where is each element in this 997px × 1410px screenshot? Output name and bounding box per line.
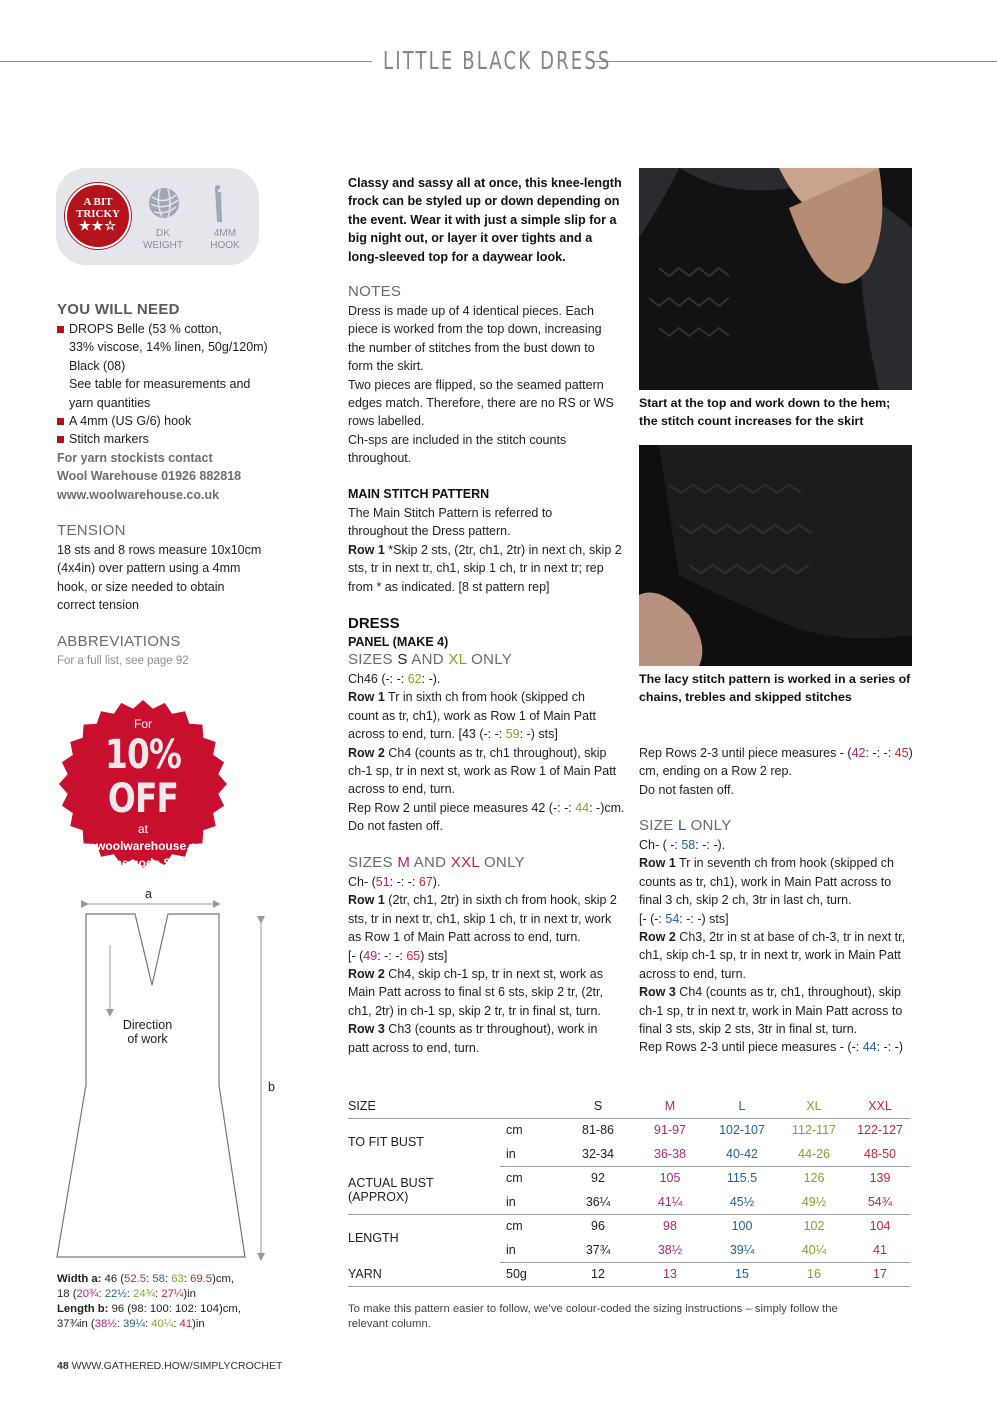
difficulty-badge [65,183,131,249]
notes-text: Dress is made up of 4 identical pieces. Each piece is worked from the top down, increasing the number of stitches from the bust down to form the skirt. Two pieces are flipped, so the seamed pattern edges match. Therefore, there are no RS or WS rows labelled. Ch-sps are included in the stitch counts throughout. [348,304,614,466]
direction-label: Direction of work [122,1018,173,1046]
list-item: DROPS Belle (53 % cotton, [57,320,307,338]
size-l-text: Ch- ( -: 58: -: -). Row 1 Tr in seventh ch from hook (skipped ch counts as tr, ch1), work in Main Patt across to final 3 ch, skip 2 ch, 3tr in last ch, turn. [- (-: 54: -: -) sts] Row 2 Ch3, 2tr in st at base of ch-3, tr in next tr, ch1, skip ch-1 sp, tr in next tr, work in Main Patt across to end, turn. Row 3 Ch4 (counts as tr, ch1, throughout), skip ch-1 sp, tr in next tr, work in Main Patt across to final 3 sts, skip 2 sts, 3tr in final st, turn. Rep Rows 2-3 until piece measures - (-: 44: -: -) [639,838,906,1055]
panel-heading: PANEL (MAKE 4) [348,635,449,649]
offer-discount: 10% OFF [104,732,182,822]
right-col-rep-text: Rep Rows 2-3 until piece measures - (42: -: -: 45) cm, ending on a Row 2 rep. Do not fasten off. [639,746,913,797]
table-note: To make this pattern easier to follow, we’ve colour-coded the sizing instructions – simply follow the relevant column. [348,1303,838,1330]
stockist-link[interactable]: www.woolwarehouse.co.uk [57,487,220,502]
page-footer [57,1360,282,1372]
table-row: YARN 50g 12 13 15 16 17 [348,1262,910,1286]
sizes-m-xxl-heading: SIZES M AND XXL ONLY [348,854,525,871]
table-row: TO FIT BUST cm 81-86 91-97 102-107 112-117 122-127 [348,1123,903,1150]
list-item: A 4mm (US G/6) hook [57,412,307,430]
photo-caption-2: The lacy stitch pattern is worked in a series of chains, trebles and skipped stitches [639,672,911,705]
sizes-m-xxl-text: Ch- (51: -: -: 67). Row 1 (2tr, ch1, 2tr) in sixth ch from hook, skip 2 sts, tr in next tr, ch1, skip 1 ch, tr in next tr, work as Row 1 of Main Patt across to end, turn. [- (49: -: -: 65) sts] Row 2 Ch4, skip ch-1 sp, tr in next st, work as Main Patt across to final st 6 sts, skip 2 tr, (2tr, ch1, 2tr) in ch-1 sp, skip 2 tr, tr in final st, turn. Row 3 Ch3 (counts as tr throughout), work in patt across to end, turn. [348,875,617,1055]
crochet-hook-icon [208,184,228,224]
difficulty-stars: ★★☆ [79,218,117,233]
dress-schematic [55,885,295,1265]
difficulty-line1: A BIT [83,196,113,208]
measurements: Width a: 46 (52.5: 58: 63: 69.5)cm, 18 (20¾: 22½: 24¾: 27¼)in Length b: 96 (98: 100: 102: 104)cm, 37¾in (38½: 39¼: 40¼: 41)in [57,1273,241,1330]
main-stitch-text: The Main Stitch Pattern is referred to throughout the Dress pattern. Row 1 *Skip 2 sts, (2tr, ch1, 2tr) in next ch, skip 2 sts, tr in next tr, ch1, skip 1 ch, tr in next tr; rep from * as indicated. [8 st pattern rep] [348,506,622,594]
footer-url[interactable]: WWW.GATHERED.HOW/SIMPLYCROCHET [68,1360,283,1372]
dress-heading: DRESS [348,615,400,632]
label-a: a [145,887,152,901]
abbreviations-heading: ABBREVIATIONS [57,633,181,650]
sizes-s-xl-text: Ch46 (-: -: 62: -). Row 1 Tr in sixth ch from hook (skipped ch count as tr, ch1), work as Row 1 of Main Patt across to end, turn. [43 (-: -: 59: -) sts] Row 2 Ch4 (counts as tr, ch1 throughout), skip ch-1 sp, tr in next st, work as Row 1 of Main Patt across to end, turn. Rep Row 2 until piece measures 42 (-: -: 44: -)cm. Do not fasten off. [348,672,625,834]
dress-outline [57,914,245,1257]
table-row: ACTUAL BUST cm 92 105 115.5 126 139 [348,1171,891,1190]
label-b: b [268,1080,275,1094]
table-row: in 32-34 36-38 40-42 44-26 48-50 [348,1142,910,1166]
dress-skirt-photo [639,445,912,666]
intro-text: Classy and sassy all at once, this knee-length frock can be styled up or down depending on the event. Wear it with just a simple slip for a big night out, or layer it over tights and a long-sleeved top for a daywear look. [348,176,622,264]
size-l-heading: SIZE L ONLY [639,817,732,834]
page-number: 48 [57,1360,69,1372]
abbreviations-text: For a full list, see page 92 [57,655,189,667]
dress-top-photo [639,168,912,390]
header-rule-left [0,61,372,62]
table-row: in 37¾ 38½ 39¼ 40¼ 41 [348,1238,910,1262]
main-stitch-heading: MAIN STITCH PATTERN [348,487,490,501]
table-row: LENGTH cm 96 98 100 102 104 [348,1219,891,1246]
size-table [348,1094,910,1287]
photo-caption-1: Start at the top and work down to the hem; the stitch count increases for the skirt [639,396,891,429]
page-title: LITTLE BLACK DRESS [383,46,612,75]
tension-text: 18 sts and 8 rows measure 10x10cm (4x4in) over pattern using a 4mm hook, or size needed to obtain correct tension [57,543,262,613]
offer-seal: For 10% OFF at www.woolwarehouse.co.uk use the code SC118 at the checkout [58,716,228,889]
difficulty-line2: TRICKY [75,208,120,220]
header-rule-right [594,61,997,62]
you-will-need-list: DROPS Belle (53 % cotton, 33% viscose, 14% linen, 50g/120m) Black (08) See table for measurements and yarn quantities A 4mm (US G/6) hook Stitch markers For yarn stockists contact Wool Warehouse 01926 882818 www.woolwarehouse.co.uk [57,320,307,504]
notes-heading: NOTES [348,283,402,300]
you-will-need-heading: YOU WILL NEED [57,301,180,318]
yarn-ball-icon [148,187,180,219]
tension-heading: TENSION [57,522,126,539]
sizes-s-xl-heading: SIZES S AND XL ONLY [348,651,513,668]
table-header-row: SIZE S M L XL XXL [348,1094,910,1118]
hook-label: 4MM HOOK [210,228,240,251]
list-item: Stitch markers [57,430,307,448]
table-row: (APPROX) in 36¼ 41¼ 45½ 49½ 54¾ [348,1190,910,1214]
offer-link[interactable]: www.woolwarehouse.co.uk [65,839,221,853]
weight-label: DK WEIGHT [143,228,183,251]
